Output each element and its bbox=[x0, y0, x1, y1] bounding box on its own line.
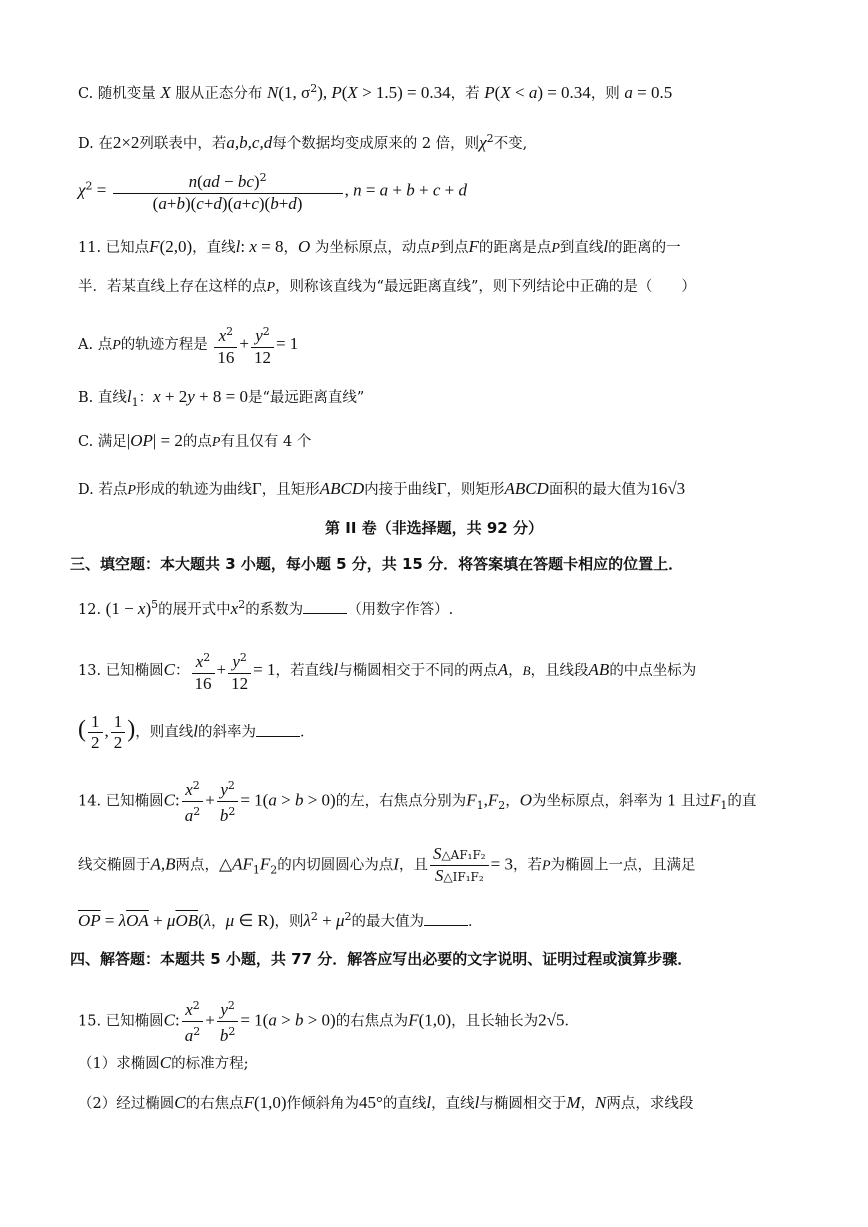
q14-line2: 线交椭圆于A,B两点，$\triangle AF_1F_2$的内切圆圆心为点I，且 $\frac{\text{S△AF₁F₂}}{\text{S△IF₁F₂}}$ = 3，若P为椭圆上一点，且满足 bbox=[78, 844, 696, 885]
chi-square-formula: $\chi^2$ = $\frac{n(ad - bc)^2}{(a+b)(c+d)(a+c)(b+d)}$ , n = a + b + c + d bbox=[78, 168, 808, 215]
q15-part1: （1）求椭圆C的标准方程; bbox=[78, 1053, 249, 1072]
q11-option-a: A. 点P的轨迹方程是 $\frac{x^2}{16}$ + $\frac{y^2}{12}$ = 1 bbox=[78, 322, 808, 368]
q15-part2: （2）经过椭圆C的右焦点F(1,0)作倾斜角为45°的直线l，直线l与椭圆相交于M，N两点，求线段 bbox=[78, 1093, 694, 1112]
q11-option-b: B. 直线$l_1$：x + 2y + 8 = 0是“最远距离直线” bbox=[78, 387, 365, 409]
q12: 12. $(1 - x)^5$的展开式中$x^2$的系数为 （用数字作答）. bbox=[78, 598, 454, 618]
q11-line2: 半．若某直线上存在这样的点P，则称该直线为“最远距离直线”，则下列结论中正确的是（ ） bbox=[78, 279, 696, 295]
q14-line3: $\overline{OP} = \lambda\overline{OA} + \mu\overline{OB}(\lambda$，μ ∈ R)，则$\lambda^2 + \mu^2$的最大值为 ． bbox=[78, 910, 483, 930]
q11-line1: 11. 已知点F(2,0)，直线l: x = 8，O 为坐标原点，动点P到点F的距离是点P到直线l的距离的一 bbox=[78, 237, 681, 256]
section3-title: 三、填空题：本大题共 3 小题，每小题 5 分，共 15 分．将答案填在答题卡相应的位置上． bbox=[70, 555, 684, 573]
section4-title: 四、解答题：本题共 5 小题，共 77 分．解答应写出必要的文字说明、证明过程或演算步骤． bbox=[70, 950, 693, 968]
section2-title: 第 II 卷（非选择题，共 92 分） bbox=[325, 519, 543, 537]
q11-option-c: C. 满足|OP| = 2的点P有且仅有 4 个 bbox=[78, 431, 312, 450]
q13-line1: 13. 已知椭圆C： $\frac{x^2}{16}$ + $\frac{y^2}{12}$ = 1，若直线l与椭圆相交于不同的两点A，B，且线段AB的中点坐标为 bbox=[78, 648, 808, 694]
q10-option-c: C. 随机变量 X 服从正态分布 N(1, $\sigma^2$), P(X > 1.5) = 0.34，若 P(X < a) = 0.34，则 a = 0.5 bbox=[78, 82, 673, 102]
q10-option-d: D. 在2×2列联表中，若a,b,c,d每个数据均变成原来的 2 倍，则$\chi^2$不变, bbox=[78, 132, 528, 152]
q14-line1: 14. 已知椭圆C: $\frac{x^2}{a^2}$ + $\frac{y^2}{b^2}$ = 1(a > b > 0)的左，右焦点分别为$F_1,F_2$，O为坐标原点，斜率为 1 且过$F_1$的直 bbox=[78, 776, 808, 827]
q11-option-d: D. 若点P形成的轨迹为曲线Γ，且矩形ABCD内接于曲线Γ，则矩形ABCD面积的最大值为16√3 bbox=[78, 479, 686, 498]
q15-line1: 15. 已知椭圆C: $\frac{x^2}{a^2}$ + $\frac{y^2}{b^2}$ = 1(a > b > 0)的右焦点为F(1,0)，且长轴长为2√5． bbox=[78, 996, 808, 1047]
q13-line2: ( $\frac{1}{2}$ , $\frac{1}{2}$ )，则直线l的斜率为 ． bbox=[78, 712, 315, 752]
